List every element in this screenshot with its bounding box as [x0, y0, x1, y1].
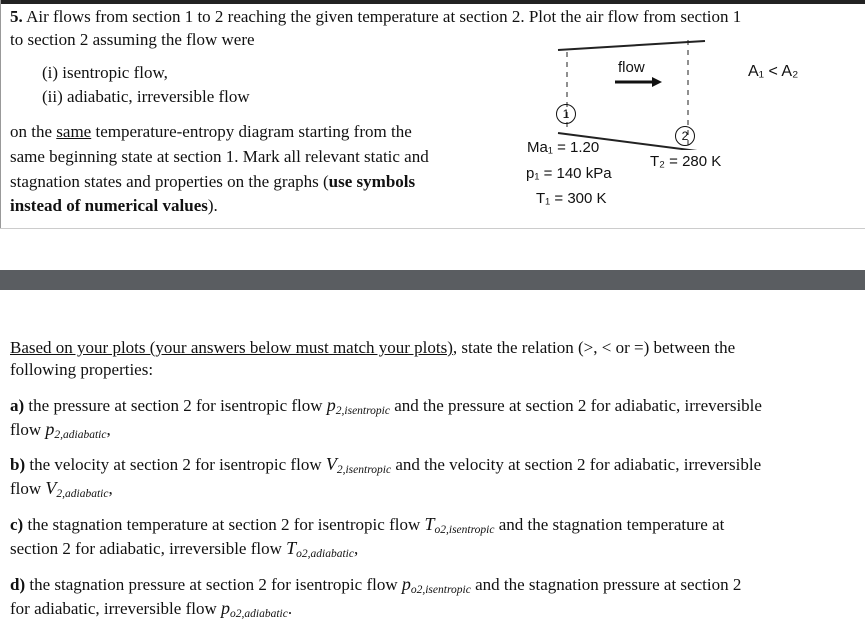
- mach1-label: Ma₁ = 1.20: [527, 139, 600, 156]
- instruction-post: temperature-entropy diagram starting from the: [91, 122, 412, 141]
- instruction-l3-pre: stagnation states and properties on the graphs (: [10, 172, 329, 191]
- question-d-end: .: [287, 599, 293, 618]
- questions-intro-line2: following properties:: [10, 360, 154, 379]
- question-b-text3: flow: [10, 479, 46, 498]
- instruction-line4: [10, 194, 218, 217]
- question-b-line2: [10, 476, 113, 503]
- instruction-l4-post: ).: [207, 196, 218, 215]
- question-c-text2: and the stagnation temperature at: [494, 515, 725, 534]
- instruction-pre: on the: [10, 122, 57, 141]
- questions-intro-rest: , state the relation (>, < or =) between the: [452, 338, 736, 357]
- question-a-var2: p: [45, 419, 55, 439]
- area-relation: A₁ < A₂: [748, 63, 799, 80]
- box-left-border: [0, 0, 1, 228]
- instruction-l4-bold: instead of numerical values: [10, 196, 208, 215]
- case-adiabatic: (ii) adiabatic, irreversible flow: [42, 87, 250, 106]
- section1-marker: 1: [556, 104, 576, 124]
- questions-intro: [10, 336, 860, 360]
- question-d-sub1: o2,isentropic: [410, 584, 471, 596]
- section-separator-band: [0, 270, 865, 290]
- question-c-end: ,: [354, 539, 359, 558]
- instruction-line1: [10, 120, 412, 143]
- question-a-line2: [10, 417, 111, 444]
- question-b-letter: b): [10, 455, 26, 474]
- section2-marker: 2: [675, 126, 695, 146]
- question-a-sub2: 2,adiabatic: [54, 429, 107, 441]
- question-b-sub2: 2,adiabatic: [56, 488, 109, 500]
- box-bottom-border: [0, 228, 865, 229]
- problem-intro: [10, 5, 860, 28]
- question-d-var1: p: [401, 574, 411, 594]
- question-d-sub2: o2,adiabatic: [230, 608, 288, 620]
- question-c-var2: T: [286, 538, 297, 558]
- problem-intro-line1: Air flows from section 1 to 2 reaching the given temperature at section 2. Plot the air flow from section 1: [26, 7, 742, 26]
- question-a-sub1: 2,isentropic: [335, 405, 390, 417]
- case-isentropic: (i) isentropic flow,: [42, 63, 168, 82]
- question-d-var2: p: [221, 598, 230, 618]
- question-c-text1: the stagnation temperature at section 2 for isentropic flow: [23, 515, 425, 534]
- question-c-sub2: o2,adiabatic: [296, 548, 354, 560]
- t1-label: T₁ = 300 K: [536, 190, 607, 207]
- question-a-letter: a): [10, 396, 25, 415]
- problem-number: 5.: [10, 7, 23, 26]
- p1-label: p₁ = 140 kPa: [526, 165, 612, 182]
- flow-label: flow: [618, 59, 645, 76]
- question-a-line1: [10, 393, 762, 420]
- questions-intro-underlined: Based on your plots (your answers below must match your plots): [10, 338, 453, 357]
- question-b-text1: the velocity at section 2 for isentropic flow: [25, 455, 326, 474]
- question-b-var2: V: [45, 478, 57, 498]
- question-d-line1: [10, 572, 741, 599]
- instruction-same: same: [56, 122, 92, 141]
- flow-arrow-head: [652, 77, 662, 87]
- instruction-line2: same beginning state at section 1. Mark all relevant static and: [10, 147, 429, 166]
- question-c-letter: c): [10, 515, 24, 534]
- question-b-text2: and the velocity at section 2 for adiabatic, irreversible: [391, 455, 762, 474]
- duct-diagram: [540, 30, 730, 150]
- question-a-var1: p: [326, 395, 336, 415]
- top-rule: [0, 0, 865, 4]
- question-a-text1: the pressure at section 2 for isentropic flow: [24, 396, 327, 415]
- question-d-text3: for adiabatic, irreversible flow: [10, 599, 221, 618]
- question-b-end: ,: [108, 479, 113, 498]
- question-b-line1: [10, 452, 761, 479]
- t2-label: T₂ = 280 K: [650, 153, 722, 170]
- question-c-var1: T: [424, 514, 435, 534]
- question-d-text1: the stagnation pressure at section 2 for isentropic flow: [25, 575, 402, 594]
- problem-intro-line2: to section 2 assuming the flow were: [10, 30, 255, 49]
- instruction-line3: [10, 170, 415, 193]
- question-a-text3: flow: [10, 420, 46, 439]
- question-c-line1: [10, 512, 724, 539]
- question-c-sub1: o2,isentropic: [434, 524, 495, 536]
- question-b-sub1: 2,isentropic: [336, 464, 392, 476]
- question-d-line2: [10, 596, 292, 623]
- question-a-end: ,: [106, 420, 111, 439]
- question-d-letter: d): [10, 575, 26, 594]
- question-c-text3: section 2 for adiabatic, irreversible flow: [10, 539, 287, 558]
- question-d-text2: and the stagnation pressure at section 2: [470, 575, 742, 594]
- duct-top-wall: [558, 41, 705, 50]
- instruction-l3-bold: use symbols: [328, 172, 416, 191]
- question-c-line2: [10, 536, 358, 563]
- question-b-var1: V: [325, 454, 337, 474]
- question-a-text2: and the pressure at section 2 for adiabatic, irreversible: [389, 396, 762, 415]
